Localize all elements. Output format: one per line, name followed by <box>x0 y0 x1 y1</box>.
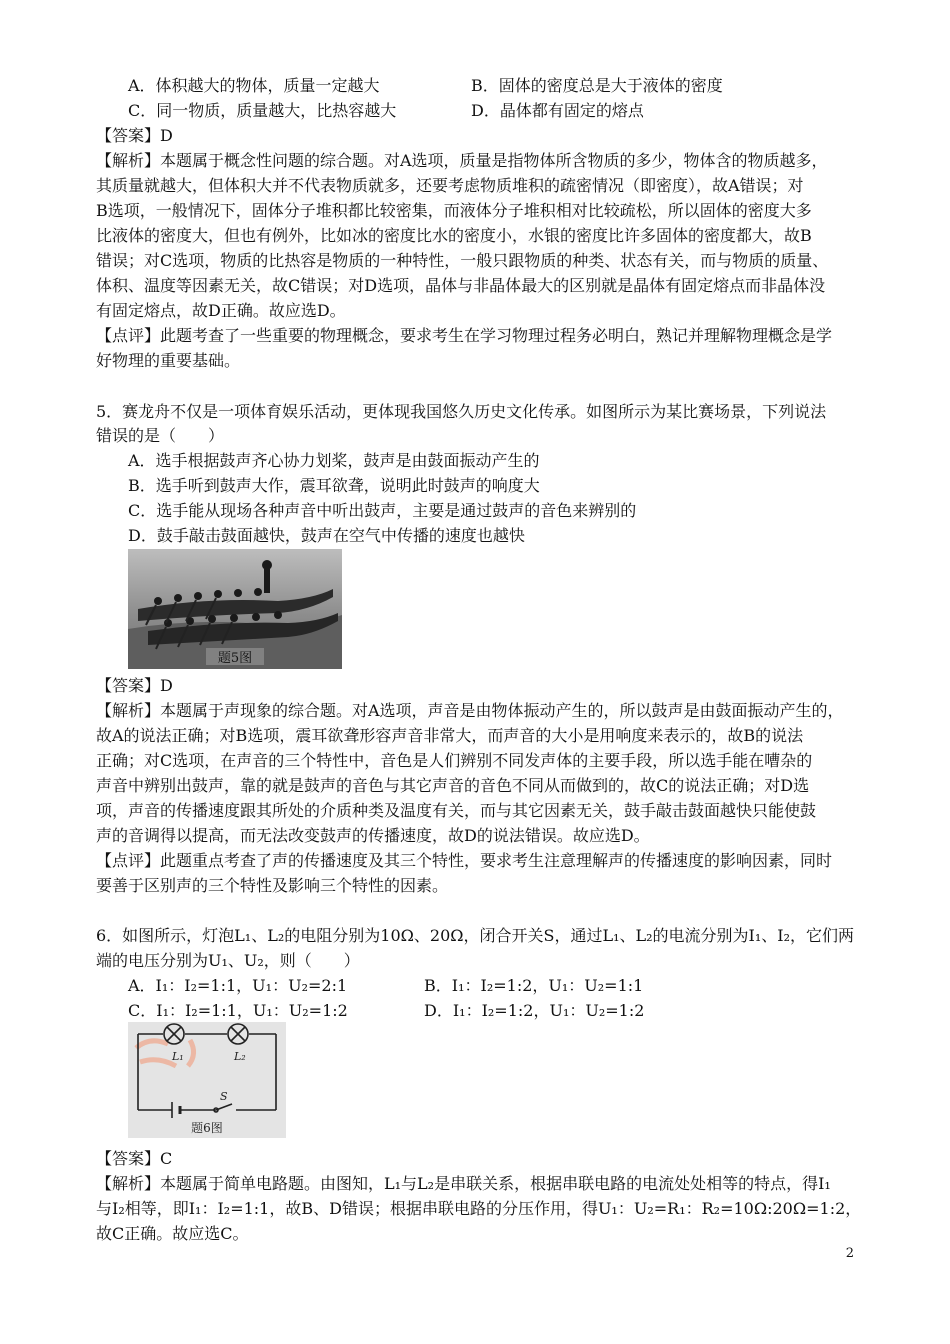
q5-option-d: D．鼓手敲击鼓面越快，鼓声在空气中传播的速度也越快 <box>128 526 525 545</box>
circuit-diagram <box>128 1022 286 1138</box>
q5-option-a: A．选手根据鼓声齐心协力划桨，鼓声是由鼓面振动产生的 <box>128 451 540 470</box>
q6-option-d: D．I₁：I₂=1:2，U₁：U₂=1:2 <box>424 1001 645 1020</box>
q5-analysis-line: 声的音调得以提高，而无法改变鼓声的传播速度，故D的说法错误。故应选D。 <box>96 826 650 845</box>
q6-stem-line: 6．如图所示，灯泡L₁、L₂的电阻分别为10Ω、20Ω，闭合开关S，通过L₁、L₂的电流分别为I₁、I₂，它们两 <box>96 926 855 945</box>
q4-comment-line: 【点评】此题考查了一些重要的物理概念，要求考生在学习物理过程务必明白，熟记并理解物理概念是学 <box>96 326 833 345</box>
q4-analysis-line: 错误；对C选项，物质的比热容是物质的一种特性，一般只跟物质的种类、状态有关，而与物质的质量、 <box>96 251 829 270</box>
l1-label: L₁ <box>172 1050 184 1063</box>
q4-option-a: A．体积越大的物体，质量一定越大 <box>128 76 380 95</box>
q5-option-c: C．选手能从现场各种声音中听出鼓声，主要是通过鼓声的音色来辨别的 <box>128 501 637 520</box>
q5-stem-line: 错误的是（ ） <box>96 426 225 445</box>
q6-analysis-line: 故C正确。故应选C。 <box>96 1224 249 1243</box>
q4-analysis-line: 比液体的密度大，但也有例外，比如冰的密度比水的密度小，水银的密度比许多固体的密度都大，故B <box>96 226 812 245</box>
q4-comment-line: 好物理的重要基础。 <box>96 351 241 370</box>
switch-label: S <box>220 1090 228 1103</box>
q4-analysis-line: 【解析】本题属于概念性问题的综合题。对A选项，质量是指物体所含物质的多少，物体含的物质越多， <box>96 151 828 170</box>
q6-stem-line: 端的电压分别为U₁、U₂，则（ ） <box>96 951 360 970</box>
q5-analysis-line: 项，声音的传播速度跟其所处的介质种类及温度有关，而与其它因素无关，鼓手敲击鼓面越快只能使鼓 <box>96 801 817 820</box>
q5-figure-caption: 题5图 <box>217 651 253 666</box>
q5-answer: 【答案】D <box>96 676 173 695</box>
q5-comment-line: 【点评】此题重点考查了声的传播速度及其三个特性，要求考生注意理解声的传播速度的影响因素，同时 <box>96 851 833 870</box>
q5-comment-line: 要善于区别声的三个特性及影响三个特性的因素。 <box>96 876 449 895</box>
q5-analysis-line: 声音中辨别出鼓声，靠的就是鼓声的音色与其它声音的音色不同从而做到的，故C的说法正确；对D选 <box>96 776 810 795</box>
page-number: 2 <box>845 1246 854 1261</box>
q6-option-b: B．I₁：I₂=1:2，U₁：U₂=1:1 <box>424 976 644 995</box>
q4-analysis-line: B选项，一般情况下，固体分子堆积都比较密集，而液体分子堆积相对比较疏松，所以固体的密度大多 <box>96 201 812 220</box>
q5-analysis-line: 【解析】本题属于声现象的综合题。对A选项，声音是由物体振动产生的，所以鼓声是由鼓面振动产生的， <box>96 701 844 720</box>
q5-option-b: B．选手听到鼓声大作，震耳欲聋，说明此时鼓声的响度大 <box>128 476 540 495</box>
q4-analysis-line: 体积、温度等因素无关，故C错误；对D选项，晶体与非晶体最大的区别就是晶体有固定熔点而非晶体没 <box>96 276 826 295</box>
q5-analysis-line: 故A的说法正确；对B选项，震耳欲聋形容声音非常大，而声音的大小是用响度来表示的，故B的说法 <box>96 726 804 745</box>
q6-option-c: C．I₁：I₂=1:1，U₁：U₂=1:2 <box>128 1001 348 1020</box>
q6-analysis-line: 与I₂相等，即I₁：I₂=1:1，故B、D错误；根据串联电路的分压作用，得U₁：U₂=R₁：R₂=10Ω:20Ω=1:2， <box>96 1199 862 1218</box>
q4-answer: 【答案】D <box>96 126 173 145</box>
q4-option-b: B．固体的密度总是大于液体的密度 <box>471 76 723 95</box>
q5-stem-line: 5．赛龙舟不仅是一项体育娱乐活动，更体现我国悠久历史文化传承。如图所示为某比赛场景，下列说法 <box>96 402 827 421</box>
q6-option-a: A．I₁：I₂=1:1，U₁：U₂=2:1 <box>128 976 348 995</box>
q4-option-c: C．同一物质，质量越大，比热容越大 <box>128 101 397 120</box>
q4-option-d: D．晶体都有固定的熔点 <box>471 101 644 120</box>
q6-answer: 【答案】C <box>96 1149 173 1168</box>
dragon-boat-photo <box>128 549 342 669</box>
l2-label: L₂ <box>234 1050 246 1063</box>
q4-analysis-line: 其质量就越大，但体积大并不代表物质就多，还要考虑物质堆积的疏密情况（即密度），故A错误；对 <box>96 176 804 195</box>
q4-analysis-line: 有固定熔点，故D正确。故应选D。 <box>96 301 346 320</box>
q5-analysis-line: 正确；对C选项，在声音的三个特性中，音色是人们辨别不同发声体的主要手段，所以选手能在嘈杂的 <box>96 751 813 770</box>
q6-figure-caption: 题6图 <box>191 1121 223 1135</box>
q6-analysis-line: 【解析】本题属于简单电路题。由图知，L₁与L₂是串联关系，根据串联电路的电流处处相等的特点，得I₁ <box>96 1174 831 1193</box>
